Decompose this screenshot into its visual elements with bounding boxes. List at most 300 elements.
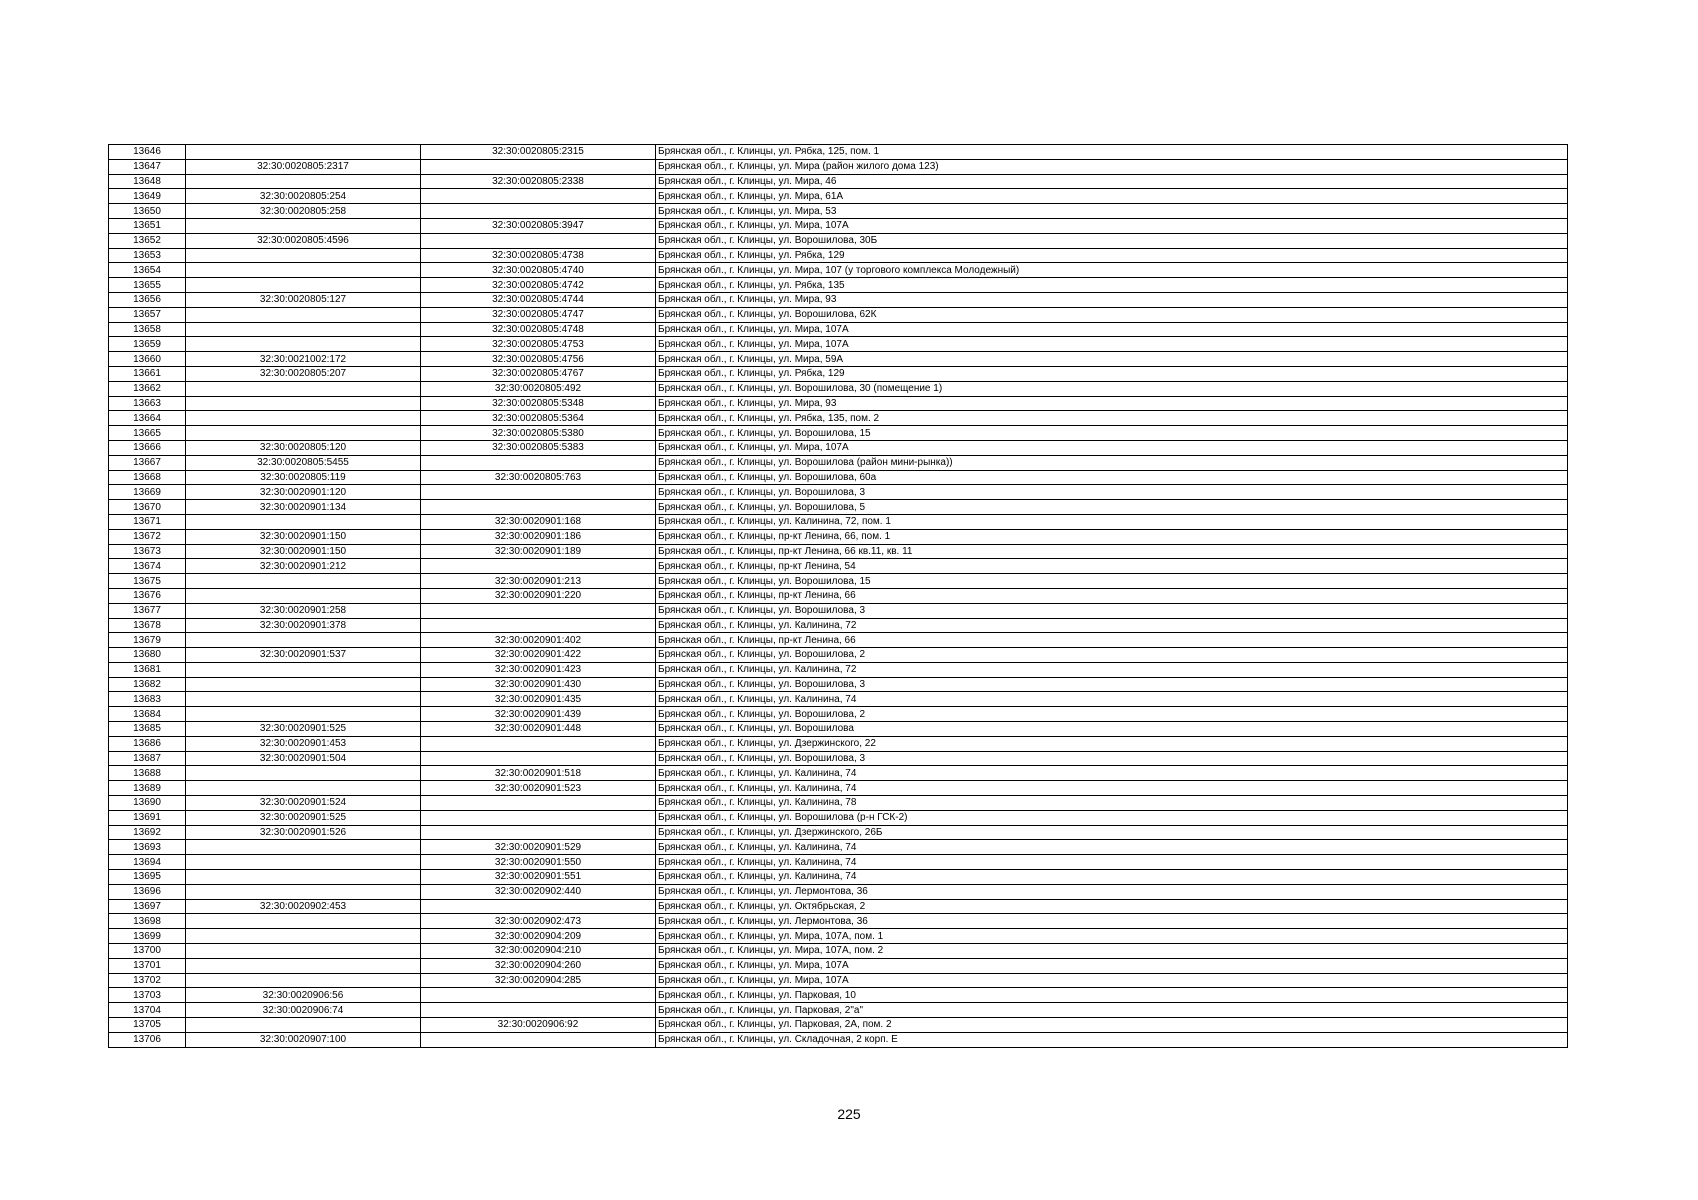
address-cell: Брянская обл., г. Клинцы, ул. Ворошилова, 30 (помещение 1) [656, 381, 1568, 396]
land-cadastral-number-cell [186, 263, 421, 278]
building-cadastral-number-cell [421, 204, 656, 219]
row-number-cell: 13660 [109, 352, 186, 367]
land-cadastral-number-cell [186, 588, 421, 603]
land-cadastral-number-cell: 32:30:0020805:2317 [186, 159, 421, 174]
address-cell: Брянская обл., г. Клинцы, пр-кт Ленина, 54 [656, 559, 1568, 574]
address-cell: Брянская обл., г. Клинцы, ул. Парковая, 2"а" [656, 1003, 1568, 1018]
address-cell: Брянская обл., г. Клинцы, ул. Мира, 107А [656, 322, 1568, 337]
row-number-cell: 13665 [109, 426, 186, 441]
land-cadastral-number-cell [186, 174, 421, 189]
building-cadastral-number-cell: 32:30:0020904:285 [421, 973, 656, 988]
address-cell: Брянская обл., г. Клинцы, ул. Ворошилова (р-н ГСК-2) [656, 810, 1568, 825]
address-cell: Брянская обл., г. Клинцы, ул. Мира, 107А [656, 440, 1568, 455]
address-cell: Брянская обл., г. Клинцы, ул. Калинина, 74 [656, 855, 1568, 870]
building-cadastral-number-cell: 32:30:0020805:4748 [421, 322, 656, 337]
address-cell: Брянская обл., г. Клинцы, ул. Калинина, 72, пом. 1 [656, 514, 1568, 529]
row-number-cell: 13680 [109, 648, 186, 663]
land-cadastral-number-cell [186, 944, 421, 959]
table-row [109, 588, 1568, 603]
address-cell: Брянская обл., г. Клинцы, пр-кт Ленина, 66 кв.11, кв. 11 [656, 544, 1568, 559]
row-number-cell: 13652 [109, 233, 186, 248]
table-row [109, 248, 1568, 263]
row-number-cell: 13703 [109, 988, 186, 1003]
building-cadastral-number-cell: 32:30:0020805:4756 [421, 352, 656, 367]
address-cell: Брянская обл., г. Клинцы, ул. Мира, 93 [656, 396, 1568, 411]
building-cadastral-number-cell: 32:30:0020805:4767 [421, 366, 656, 381]
land-cadastral-number-cell [186, 145, 421, 160]
address-cell: Брянская обл., г. Клинцы, ул. Ворошилова, 5 [656, 500, 1568, 515]
row-number-cell: 13658 [109, 322, 186, 337]
building-cadastral-number-cell: 32:30:0020901:439 [421, 707, 656, 722]
table-row [109, 278, 1568, 293]
land-cadastral-number-cell [186, 381, 421, 396]
row-number-cell: 13691 [109, 810, 186, 825]
table-row [109, 396, 1568, 411]
building-cadastral-number-cell [421, 1032, 656, 1047]
row-number-cell: 13662 [109, 381, 186, 396]
row-number-cell: 13647 [109, 159, 186, 174]
land-cadastral-number-cell [186, 973, 421, 988]
table-row [109, 544, 1568, 559]
building-cadastral-number-cell: 32:30:0020901:213 [421, 574, 656, 589]
table-row [109, 322, 1568, 337]
address-cell: Брянская обл., г. Клинцы, ул. Лермонтова, 36 [656, 914, 1568, 929]
row-number-cell: 13690 [109, 796, 186, 811]
table-row [109, 1032, 1568, 1047]
address-cell: Брянская обл., г. Клинцы, ул. Ворошилова [656, 722, 1568, 737]
row-number-cell: 13683 [109, 692, 186, 707]
row-number-cell: 13688 [109, 766, 186, 781]
table-row [109, 218, 1568, 233]
land-cadastral-number-cell [186, 278, 421, 293]
row-number-cell: 13646 [109, 145, 186, 160]
table-row [109, 766, 1568, 781]
address-cell: Брянская обл., г. Клинцы, ул. Рябка, 129 [656, 366, 1568, 381]
table-row [109, 707, 1568, 722]
address-cell: Брянская обл., г. Клинцы, ул. Мира, 53 [656, 204, 1568, 219]
building-cadastral-number-cell: 32:30:0020805:2315 [421, 145, 656, 160]
table-row [109, 603, 1568, 618]
row-number-cell: 13702 [109, 973, 186, 988]
table-row [109, 973, 1568, 988]
table-row [109, 440, 1568, 455]
address-cell: Брянская обл., г. Клинцы, ул. Ворошилова, 15 [656, 426, 1568, 441]
address-cell: Брянская обл., г. Клинцы, ул. Мира, 107 (у торгового комплекса Молодежный) [656, 263, 1568, 278]
row-number-cell: 13700 [109, 944, 186, 959]
building-cadastral-number-cell: 32:30:0020901:189 [421, 544, 656, 559]
row-number-cell: 13694 [109, 855, 186, 870]
building-cadastral-number-cell [421, 618, 656, 633]
address-cell: Брянская обл., г. Клинцы, ул. Дзержинского, 22 [656, 736, 1568, 751]
table-row [109, 914, 1568, 929]
address-cell: Брянская обл., г. Клинцы, ул. Калинина, 74 [656, 692, 1568, 707]
table-row [109, 825, 1568, 840]
table-row [109, 899, 1568, 914]
land-cadastral-number-cell [186, 914, 421, 929]
table-row [109, 366, 1568, 381]
table-row [109, 411, 1568, 426]
address-cell: Брянская обл., г. Клинцы, ул. Ворошилова, 3 [656, 751, 1568, 766]
land-cadastral-number-cell: 32:30:0020901:453 [186, 736, 421, 751]
land-cadastral-number-cell: 32:30:0020901:537 [186, 648, 421, 663]
building-cadastral-number-cell: 32:30:0020805:4753 [421, 337, 656, 352]
land-cadastral-number-cell [186, 929, 421, 944]
land-cadastral-number-cell: 32:30:0020805:119 [186, 470, 421, 485]
land-cadastral-number-cell: 32:30:0020906:56 [186, 988, 421, 1003]
land-cadastral-number-cell: 32:30:0020805:207 [186, 366, 421, 381]
building-cadastral-number-cell [421, 899, 656, 914]
land-cadastral-number-cell [186, 426, 421, 441]
row-number-cell: 13670 [109, 500, 186, 515]
row-number-cell: 13669 [109, 485, 186, 500]
address-cell: Брянская обл., г. Клинцы, пр-кт Ленина, 66 [656, 588, 1568, 603]
address-cell: Брянская обл., г. Клинцы, ул. Мира, 59А [656, 352, 1568, 367]
row-number-cell: 13704 [109, 1003, 186, 1018]
land-cadastral-number-cell: 32:30:0020902:453 [186, 899, 421, 914]
row-number-cell: 13659 [109, 337, 186, 352]
building-cadastral-number-cell: 32:30:0020901:448 [421, 722, 656, 737]
building-cadastral-number-cell: 32:30:0020805:4744 [421, 292, 656, 307]
land-cadastral-number-cell [186, 766, 421, 781]
address-cell: Брянская обл., г. Клинцы, ул. Рябка, 125, пом. 1 [656, 145, 1568, 160]
address-cell: Брянская обл., г. Клинцы, ул. Ворошилова (район мини-рынка)) [656, 455, 1568, 470]
land-cadastral-number-cell [186, 307, 421, 322]
building-cadastral-number-cell: 32:30:0020805:763 [421, 470, 656, 485]
land-cadastral-number-cell [186, 574, 421, 589]
row-number-cell: 13679 [109, 633, 186, 648]
land-cadastral-number-cell: 32:30:0020901:524 [186, 796, 421, 811]
land-cadastral-number-cell: 32:30:0020901:525 [186, 810, 421, 825]
address-cell: Брянская обл., г. Клинцы, ул. Ворошилова, 2 [656, 707, 1568, 722]
address-cell: Брянская обл., г. Клинцы, ул. Ворошилова, 3 [656, 603, 1568, 618]
land-cadastral-number-cell: 32:30:0020907:100 [186, 1032, 421, 1047]
table-row [109, 722, 1568, 737]
land-cadastral-number-cell [186, 692, 421, 707]
registry-table-body [109, 145, 1568, 1048]
row-number-cell: 13685 [109, 722, 186, 737]
row-number-cell: 13692 [109, 825, 186, 840]
building-cadastral-number-cell [421, 159, 656, 174]
building-cadastral-number-cell: 32:30:0020805:5383 [421, 440, 656, 455]
land-cadastral-number-cell [186, 781, 421, 796]
building-cadastral-number-cell [421, 988, 656, 1003]
land-cadastral-number-cell: 32:30:0020805:120 [186, 440, 421, 455]
table-row [109, 263, 1568, 278]
table-row [109, 500, 1568, 515]
land-cadastral-number-cell [186, 411, 421, 426]
table-row [109, 855, 1568, 870]
land-cadastral-number-cell [186, 662, 421, 677]
table-row [109, 840, 1568, 855]
row-number-cell: 13674 [109, 559, 186, 574]
address-cell: Брянская обл., г. Клинцы, пр-кт Ленина, 66, пом. 1 [656, 529, 1568, 544]
row-number-cell: 13701 [109, 958, 186, 973]
address-cell: Брянская обл., г. Клинцы, ул. Мира, 107А [656, 973, 1568, 988]
land-cadastral-number-cell: 32:30:0020901:134 [186, 500, 421, 515]
address-cell: Брянская обл., г. Клинцы, ул. Ворошилова, 62К [656, 307, 1568, 322]
row-number-cell: 13705 [109, 1018, 186, 1033]
table-row [109, 485, 1568, 500]
land-cadastral-number-cell [186, 707, 421, 722]
row-number-cell: 13667 [109, 455, 186, 470]
building-cadastral-number-cell: 32:30:0020904:260 [421, 958, 656, 973]
table-row [109, 1003, 1568, 1018]
table-row [109, 381, 1568, 396]
row-number-cell: 13682 [109, 677, 186, 692]
address-cell: Брянская обл., г. Клинцы, ул. Рябка, 129 [656, 248, 1568, 263]
row-number-cell: 13698 [109, 914, 186, 929]
address-cell: Брянская обл., г. Клинцы, ул. Мира, 93 [656, 292, 1568, 307]
building-cadastral-number-cell: 32:30:0020901:430 [421, 677, 656, 692]
table-row [109, 426, 1568, 441]
table-row [109, 159, 1568, 174]
land-cadastral-number-cell [186, 633, 421, 648]
table-row [109, 677, 1568, 692]
address-cell: Брянская обл., г. Клинцы, ул. Калинина, 72 [656, 618, 1568, 633]
building-cadastral-number-cell [421, 233, 656, 248]
building-cadastral-number-cell: 32:30:0020901:422 [421, 648, 656, 663]
land-cadastral-number-cell [186, 855, 421, 870]
address-cell: Брянская обл., г. Клинцы, ул. Рябка, 135 [656, 278, 1568, 293]
land-cadastral-number-cell: 32:30:0020805:254 [186, 189, 421, 204]
row-number-cell: 13648 [109, 174, 186, 189]
table-row [109, 352, 1568, 367]
building-cadastral-number-cell: 32:30:0020901:435 [421, 692, 656, 707]
building-cadastral-number-cell: 32:30:0020901:529 [421, 840, 656, 855]
table-row [109, 810, 1568, 825]
land-cadastral-number-cell: 32:30:0020901:120 [186, 485, 421, 500]
table-row [109, 662, 1568, 677]
land-cadastral-number-cell [186, 1018, 421, 1033]
land-cadastral-number-cell: 32:30:0020901:525 [186, 722, 421, 737]
row-number-cell: 13673 [109, 544, 186, 559]
building-cadastral-number-cell [421, 810, 656, 825]
land-cadastral-number-cell [186, 337, 421, 352]
building-cadastral-number-cell: 32:30:0020805:4742 [421, 278, 656, 293]
address-cell: Брянская обл., г. Клинцы, ул. Ворошилова, 60а [656, 470, 1568, 485]
land-cadastral-number-cell: 32:30:0021002:172 [186, 352, 421, 367]
table-row [109, 633, 1568, 648]
address-cell: Брянская обл., г. Клинцы, ул. Мира (район жилого дома 123) [656, 159, 1568, 174]
building-cadastral-number-cell: 32:30:0020805:492 [421, 381, 656, 396]
table-row [109, 292, 1568, 307]
building-cadastral-number-cell: 32:30:0020805:4740 [421, 263, 656, 278]
table-row [109, 958, 1568, 973]
address-cell: Брянская обл., г. Клинцы, ул. Лермонтова, 36 [656, 884, 1568, 899]
building-cadastral-number-cell: 32:30:0020902:440 [421, 884, 656, 899]
building-cadastral-number-cell [421, 189, 656, 204]
cadastral-registry-table [108, 144, 1568, 1048]
building-cadastral-number-cell [421, 1003, 656, 1018]
address-cell: Брянская обл., г. Клинцы, ул. Парковая, 10 [656, 988, 1568, 1003]
table-row [109, 988, 1568, 1003]
row-number-cell: 13675 [109, 574, 186, 589]
building-cadastral-number-cell: 32:30:0020805:2338 [421, 174, 656, 189]
row-number-cell: 13653 [109, 248, 186, 263]
row-number-cell: 13697 [109, 899, 186, 914]
land-cadastral-number-cell: 32:30:0020901:150 [186, 544, 421, 559]
building-cadastral-number-cell [421, 751, 656, 766]
row-number-cell: 13666 [109, 440, 186, 455]
building-cadastral-number-cell: 32:30:0020901:551 [421, 870, 656, 885]
address-cell: Брянская обл., г. Клинцы, ул. Калинина, 72 [656, 662, 1568, 677]
address-cell: Брянская обл., г. Клинцы, ул. Ворошилова, 2 [656, 648, 1568, 663]
land-cadastral-number-cell: 32:30:0020901:258 [186, 603, 421, 618]
building-cadastral-number-cell [421, 796, 656, 811]
land-cadastral-number-cell: 32:30:0020901:150 [186, 529, 421, 544]
table-row [109, 307, 1568, 322]
address-cell: Брянская обл., г. Клинцы, ул. Мира, 107А [656, 337, 1568, 352]
building-cadastral-number-cell [421, 736, 656, 751]
table-row [109, 337, 1568, 352]
land-cadastral-number-cell [186, 218, 421, 233]
address-cell: Брянская обл., г. Клинцы, ул. Дзержинского, 26Б [656, 825, 1568, 840]
address-cell: Брянская обл., г. Клинцы, ул. Калинина, 74 [656, 766, 1568, 781]
address-cell: Брянская обл., г. Клинцы, ул. Рябка, 135, пом. 2 [656, 411, 1568, 426]
land-cadastral-number-cell: 32:30:0020901:212 [186, 559, 421, 574]
table-row [109, 189, 1568, 204]
table-row [109, 1018, 1568, 1033]
address-cell: Брянская обл., г. Клинцы, ул. Ворошилова, 3 [656, 677, 1568, 692]
table-row [109, 884, 1568, 899]
table-row [109, 233, 1568, 248]
land-cadastral-number-cell [186, 322, 421, 337]
land-cadastral-number-cell: 32:30:0020906:74 [186, 1003, 421, 1018]
row-number-cell: 13668 [109, 470, 186, 485]
table-row [109, 618, 1568, 633]
row-number-cell: 13687 [109, 751, 186, 766]
address-cell: Брянская обл., г. Клинцы, ул. Ворошилова, 3 [656, 485, 1568, 500]
building-cadastral-number-cell: 32:30:0020805:4738 [421, 248, 656, 263]
land-cadastral-number-cell: 32:30:0020901:526 [186, 825, 421, 840]
table-row [109, 174, 1568, 189]
land-cadastral-number-cell: 32:30:0020901:378 [186, 618, 421, 633]
row-number-cell: 13650 [109, 204, 186, 219]
building-cadastral-number-cell: 32:30:0020901:518 [421, 766, 656, 781]
table-row [109, 529, 1568, 544]
address-cell: Брянская обл., г. Клинцы, ул. Ворошилова, 30Б [656, 233, 1568, 248]
land-cadastral-number-cell: 32:30:0020805:127 [186, 292, 421, 307]
building-cadastral-number-cell: 32:30:0020901:402 [421, 633, 656, 648]
address-cell: Брянская обл., г. Клинцы, ул. Калинина, 74 [656, 870, 1568, 885]
land-cadastral-number-cell: 32:30:0020805:258 [186, 204, 421, 219]
row-number-cell: 13695 [109, 870, 186, 885]
row-number-cell: 13671 [109, 514, 186, 529]
building-cadastral-number-cell: 32:30:0020805:5348 [421, 396, 656, 411]
table-row [109, 944, 1568, 959]
building-cadastral-number-cell [421, 485, 656, 500]
row-number-cell: 13661 [109, 366, 186, 381]
row-number-cell: 13654 [109, 263, 186, 278]
row-number-cell: 13693 [109, 840, 186, 855]
table-row [109, 514, 1568, 529]
land-cadastral-number-cell [186, 677, 421, 692]
row-number-cell: 13686 [109, 736, 186, 751]
building-cadastral-number-cell: 32:30:0020904:210 [421, 944, 656, 959]
address-cell: Брянская обл., г. Клинцы, пр-кт Ленина, 66 [656, 633, 1568, 648]
table-row [109, 751, 1568, 766]
row-number-cell: 13657 [109, 307, 186, 322]
table-row [109, 470, 1568, 485]
row-number-cell: 13655 [109, 278, 186, 293]
land-cadastral-number-cell: 32:30:0020901:504 [186, 751, 421, 766]
address-cell: Брянская обл., г. Клинцы, ул. Мира, 107А [656, 958, 1568, 973]
page-number: 225 [837, 1106, 861, 1122]
building-cadastral-number-cell: 32:30:0020901:220 [421, 588, 656, 603]
building-cadastral-number-cell: 32:30:0020906:92 [421, 1018, 656, 1033]
building-cadastral-number-cell: 32:30:0020901:168 [421, 514, 656, 529]
building-cadastral-number-cell: 32:30:0020805:3947 [421, 218, 656, 233]
land-cadastral-number-cell [186, 958, 421, 973]
address-cell: Брянская обл., г. Клинцы, ул. Калинина, 74 [656, 781, 1568, 796]
building-cadastral-number-cell: 32:30:0020805:4747 [421, 307, 656, 322]
row-number-cell: 13651 [109, 218, 186, 233]
table-row [109, 781, 1568, 796]
address-cell: Брянская обл., г. Клинцы, ул. Калинина, 74 [656, 840, 1568, 855]
building-cadastral-number-cell [421, 455, 656, 470]
land-cadastral-number-cell [186, 884, 421, 899]
row-number-cell: 13656 [109, 292, 186, 307]
row-number-cell: 13689 [109, 781, 186, 796]
row-number-cell: 13677 [109, 603, 186, 618]
table-row [109, 796, 1568, 811]
building-cadastral-number-cell: 32:30:0020901:523 [421, 781, 656, 796]
row-number-cell: 13678 [109, 618, 186, 633]
address-cell: Брянская обл., г. Клинцы, ул. Калинина, 78 [656, 796, 1568, 811]
table-row [109, 574, 1568, 589]
row-number-cell: 13706 [109, 1032, 186, 1047]
building-cadastral-number-cell: 32:30:0020901:550 [421, 855, 656, 870]
building-cadastral-number-cell: 32:30:0020902:473 [421, 914, 656, 929]
land-cadastral-number-cell [186, 840, 421, 855]
land-cadastral-number-cell [186, 514, 421, 529]
address-cell: Брянская обл., г. Клинцы, ул. Мира, 107А, пом. 2 [656, 944, 1568, 959]
address-cell: Брянская обл., г. Клинцы, ул. Складочная, 2 корп. Е [656, 1032, 1568, 1047]
table-row [109, 736, 1568, 751]
land-cadastral-number-cell [186, 248, 421, 263]
land-cadastral-number-cell [186, 396, 421, 411]
table-row [109, 204, 1568, 219]
address-cell: Брянская обл., г. Клинцы, ул. Мира, 46 [656, 174, 1568, 189]
building-cadastral-number-cell: 32:30:0020901:423 [421, 662, 656, 677]
building-cadastral-number-cell [421, 825, 656, 840]
address-cell: Брянская обл., г. Клинцы, ул. Октябрьская, 2 [656, 899, 1568, 914]
table-row [109, 929, 1568, 944]
address-cell: Брянская обл., г. Клинцы, ул. Мира, 107А, пом. 1 [656, 929, 1568, 944]
building-cadastral-number-cell: 32:30:0020805:5380 [421, 426, 656, 441]
table-row [109, 145, 1568, 160]
row-number-cell: 13664 [109, 411, 186, 426]
address-cell: Брянская обл., г. Клинцы, ул. Парковая, 2А, пом. 2 [656, 1018, 1568, 1033]
building-cadastral-number-cell [421, 603, 656, 618]
building-cadastral-number-cell: 32:30:0020904:209 [421, 929, 656, 944]
row-number-cell: 13684 [109, 707, 186, 722]
address-cell: Брянская обл., г. Клинцы, ул. Ворошилова, 15 [656, 574, 1568, 589]
building-cadastral-number-cell [421, 559, 656, 574]
row-number-cell: 13681 [109, 662, 186, 677]
building-cadastral-number-cell: 32:30:0020901:186 [421, 529, 656, 544]
table-row [109, 692, 1568, 707]
table-row [109, 559, 1568, 574]
table-row [109, 648, 1568, 663]
table-row [109, 870, 1568, 885]
row-number-cell: 13699 [109, 929, 186, 944]
row-number-cell: 13649 [109, 189, 186, 204]
land-cadastral-number-cell: 32:30:0020805:4596 [186, 233, 421, 248]
building-cadastral-number-cell: 32:30:0020805:5364 [421, 411, 656, 426]
row-number-cell: 13663 [109, 396, 186, 411]
table-row [109, 455, 1568, 470]
